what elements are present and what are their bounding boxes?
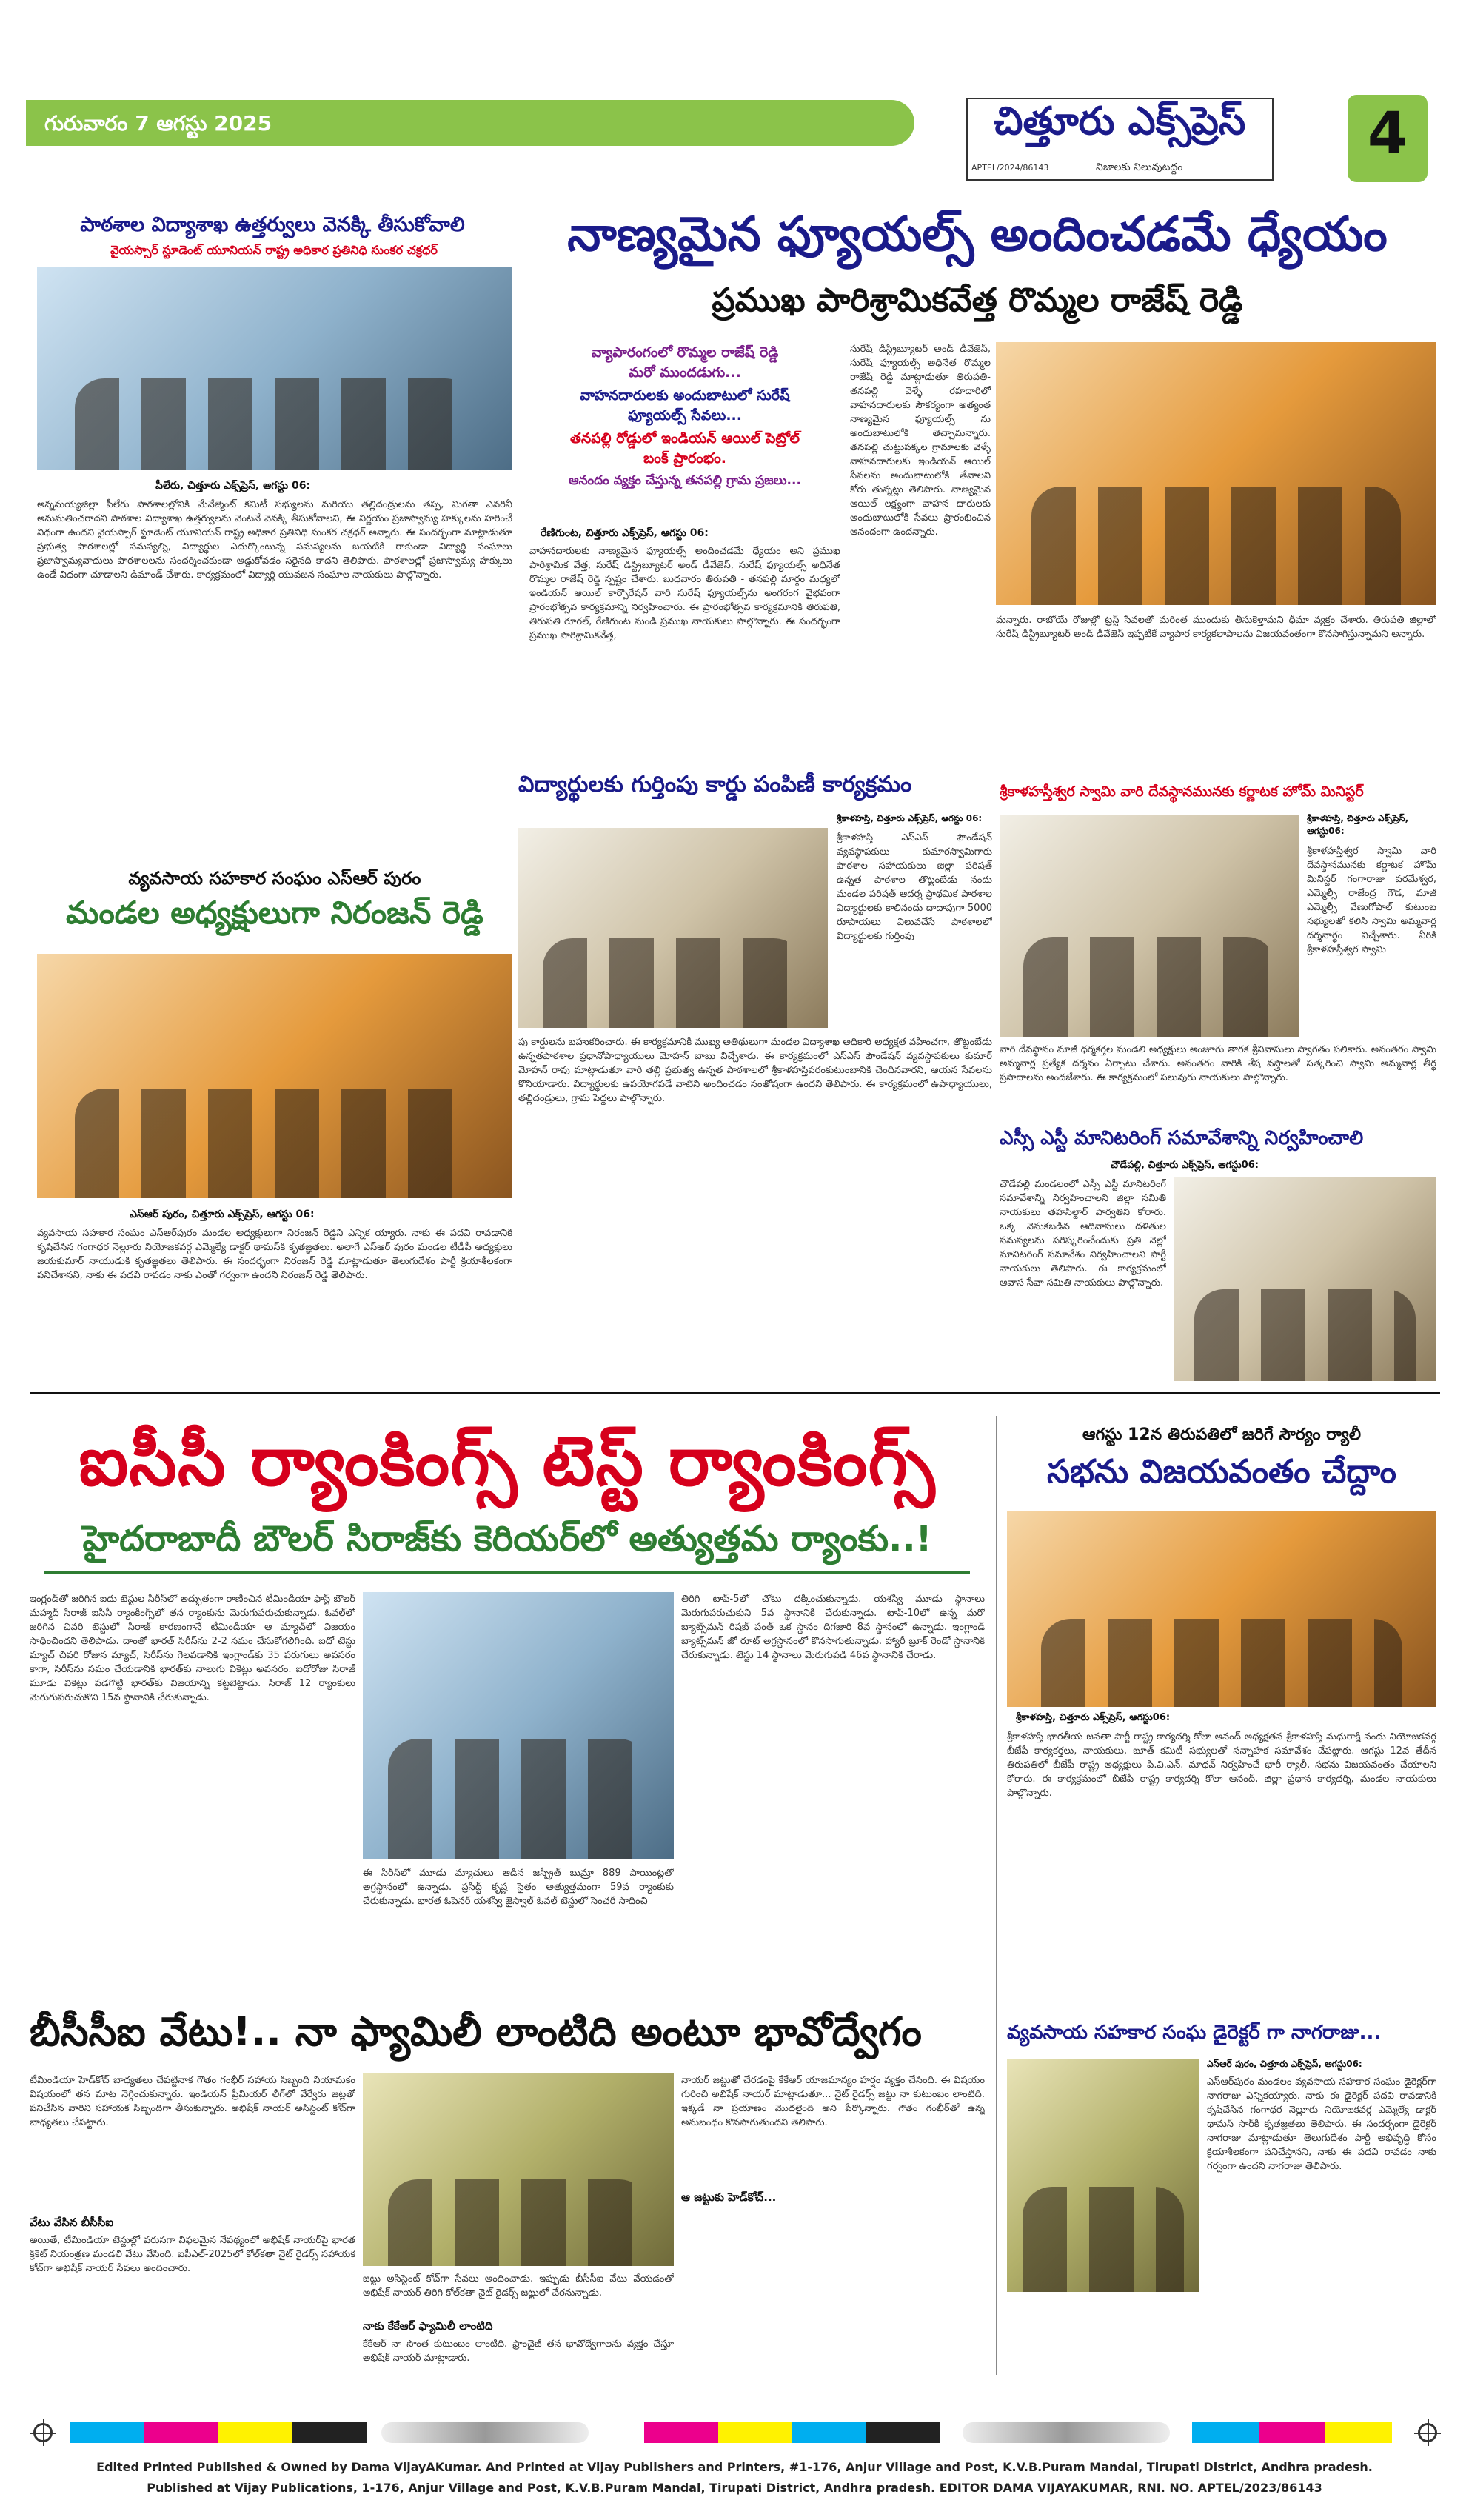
coop-dateline: ఎస్ఆర్ పురం, చిత్తూరు ఎక్స్‌ప్రెస్, ఆగస్టు 06: [130,1209,315,1220]
bcci-body-3: జట్టు అసిస్టెంట్ కోచ్‌గా సేవలు అందించాడు. ఇప్పుడు బీసీసీఐ వేటు వేయడంతో అభిషేక్ నాయర్ తిరిగి కోల్‌కతా నైట్ రైడర్స్ జట్టులో చేరనున్నాడు. [363,2273,674,2299]
school-photo [37,267,512,470]
lead-kicker-6: బంక్ ప్రారంభం. [643,450,726,467]
bcci-headline: బీసీసీఐ వేటు!.. నా ఫ్యామిలీ లాంటిది అంటూ భావోద్వేగం [30,2008,922,2055]
registration-mark-left [33,2423,53,2442]
school-subhead: వైయస్సార్ స్టూడెంట్ యూనియన్ రాష్ట్ర అధికార ప్రతినిధి సుంకర చక్రధర్ [110,243,438,257]
lead-kicker-3: వాహనదారులకు అందుబాటులో సురేష్ [580,387,790,404]
color-swatch-cyan [70,2422,144,2443]
petrol-bunk-photo [996,342,1436,605]
school-dateline: పీలేరు, చిత్తూరు ఎక్స్‌ప్రెస్, ఆగస్టు 06: [155,480,311,492]
cricket-body-2: ఈ సిరీస్‌లో మూడు మ్యాచులు ఆడిన జస్ప్రీత్ బుమ్రా 889 పాయింట్లతో అగ్రస్థానంలో ఉన్నాడు. ప్రసిద్ధ్ కృష్ణ సైతం అత్యుత్తమంగా 59వ ర్యాంకుకు చేరుకున్నాడు. భారత ఓపెనర్ యశస్వి జైస్వాల్ ఓవల్ టెస్టులో సెంచరీ సాధించి [363,1868,674,1907]
registration-mark-right [1418,2423,1437,2442]
rally-photo [1007,1511,1436,1707]
cricket-body-1: ఇంగ్లండ్‌తో జరిగిన ఐదు టెస్టుల సిరీస్‌లో అద్భుతంగా రాణించిన టీమిండియా ఫాస్ట్ బౌలర్ మహ్మద్ సిరాజ్ ఐసీసీ ర్యాంకింగ్స్‌లో తన ర్యాంకును మెరుగుపరుచుకున్నాడు. ఓవల్‌లో జరిగిన చివరి టెస్టులో సిరాజ్ కారణంగానే టీమిండియా ఆ మ్యాచ్‌లో విజయం సాధించిందని తెలిపాడు. దాంతో భారత్ సిరీస్‌ను 2-2 సమం చేసుకోగలిగింది. ఐదో టెస్టు మ్యాచ్ చివరి రోజున మ్యాచ్, సిరీస్‌ను గెలవడానికి ఇంగ్లాండ్‌కు 35 పరుగులు అవసరం కాగా, సిరీస్‌ను సమం చేయడానికి భారత్‌కు నాలుగు వికెట్లు అవసరం. ఐదోరోజు సిరాజ్ మూడు వికెట్లు పడగొట్టి భారత్‌కు విజయాన్ని కట్టబెట్టాడు. సిరాజ్ 12 ర్యాంకులు మెరుగుపరుచుకొని 15వ స్థానానికి చేరుకున్నాడు. [30,1594,355,1703]
bcci-body-5: నాయర్ జట్టుతో చేరడంపై కేకేఆర్ యాజమాన్యం హర్షం వ్యక్తం చేసింది. ఈ విషయం గురించి అభిషేక్ నాయర్ మాట్లాడుతూ... నైట్ రైడర్స్ జట్టు నా కుటుంబం లాంటిది. ఇక్కడే నా ప్రయాణం మొదలైంది అని పేర్కొన్నారు. గౌతం గంభీర్‌తో ఉన్న అనుబంధం కొనసాగుతుందని తెలిపారు. [681,2075,985,2128]
lead-headline: నాణ్యమైన ఫ్యూయల్స్ అందించడమే ధ్యేయం [567,207,1388,262]
color-swatch-cyan-3 [1192,2422,1259,2443]
scst-headline: ఎస్సీ ఎస్టీ మానిటరింగ్ సమావేశాన్ని నిర్వహించాలి [1000,1127,1364,1149]
lead-subhead: ప్రముఖ పారిశ్రామికవేత్త రొమ్మల రాజేష్ రెడ్డి [712,281,1243,319]
bcci-kicker-2: నాకు కేకేఆర్ ఫ్యామిలీ లాంటిది [363,2319,493,2333]
siraj-photo [363,1592,674,1859]
director-headline: వ్యవసాయ సహకార సంఘ డైరెక్టర్ గా నాగరాజు... [1007,2022,1382,2044]
school-body: అన్నమయ్యజిల్లా పీలేరు పాఠశాలల్లోనికి మేనేజ్మెంట్ కమిటీ సభ్యులను మరియు తల్లిదండ్రులను తప్ప, మిగతా ఎవరినీ అనుమతించరాదని పాఠశాల విద్యాశాఖ ఉత్తర్వులను వెంటనే వెనక్కి తీసుకోవాలని, ఈ నిర్ణయం ప్రజాస్వామ్య హక్కులను హరించే విధంగా ఉందని వైయస్సార్ స్టూడెంట్ యూనియన్ రాష్ట్ర అధికార ప్రతినిధి సుంకర చక్రధర్ అన్నారు. ఈ సందర్భంగా మాట్లాడుతూ ప్రభుత్వ పాఠశాలల్లో సమస్యల్ని, విద్యార్థుల ఎదుర్కొంటున్న సమస్యలను బయటికి రాకుండా విద్యార్థి సంఘాలు ప్రజాస్వామ్యవాదులు పాఠశాలలను సందర్శించకుండా అడ్డుకోవడం సరైనది కాదని తెలిపారు. పాఠశాలల్లో ప్రజాస్వామ్య హక్కులు ఉండే విధంగా చూడాలని డిమాండ్ చేశారు. కార్యక్రమంలో విద్యార్థి యువజన సంఘాల నాయకులు పాల్గొన్నారు. [37,499,512,581]
color-swatch-magenta-2 [644,2422,718,2443]
coop-headline: మండల అధ్యక్షులుగా నిరంజన్ రెడ్డి [66,895,483,931]
color-swatch-cyan-2 [792,2422,866,2443]
rally-kicker: ఆగస్టు 12న తిరుపతిలో జరిగే సౌర్యం ర్యాలీ [1082,1426,1362,1444]
scst-body: చౌడేపల్లి మండలంలో ఎస్సీ ఎస్టీ మానిటరింగ్ సమావేశాన్ని నిర్వహించాలని జిల్లా సమితి నాయకులు తహసిల్దార్ పార్వతిని కోరారు. ఒక్క వెనుకబడిన ఆదివాసులు దళితుల సమస్యలను పరిష్కరించేందుకు ప్రతి నెల్లో మానిటరింగ్ సమావేశం నిర్వహించాలని పార్టీ నాయకులు తెలిపారు. ఈ కార్యక్రమంలో ఆవాస సేవా సమితి నాయకులు పాల్గొన్నారు. [1000,1179,1166,1289]
karthika-dateline: శ్రీకాళహస్తి, చిత్తూరు ఎక్స్‌ప్రెస్, ఆగస్టు06: [1307,813,1409,836]
footer-imprint-1: Edited Printed Published & Owned by Dama VijayAKumar. And Printed at Vijay Publishers and Printers, #1-176, Anjur Village and Post, K.V.B.Puram Mandal, Tirupati District, Andhra pradesh. [96,2460,1373,2474]
gambhir-nayar-photo [363,2073,674,2266]
color-swatch-grey-2 [963,2422,1170,2443]
idcard-body-2: పు కార్డులను బహుకరించారు. ఈ కార్యక్రమానికి ముఖ్య అతిథులుగా మండల విద్యాశాఖ అధికారి అధ్యక్షత వహించగా, తొట్టంబేడు ఉన్నతపాఠశాల ప్రధానోపాధ్యాయులు మోహన్ బాబు విచ్చేశారు. ఈ కార్యక్రమంలో ఎస్ఎస్ ఫౌండేషన్ వ్యవస్థాపకులు కుమార్ మోహన్ రావు మాట్లాడుతూ వారి తల్లి ప్రభుత్వ ఉన్నత పాఠశాలలో శ్రీకాళహస్తిపరంకుటుంబానికి చెందినవారని, ఆయన సేవలను కొనియాడారు. విద్యార్థులకు ఉపయోగపడే వాటిని అందించడం సంతోషంగా ఉందని తెలిపారు. ఈ కార్యక్రమంలో ఉపాధ్యాయులు, తల్లిదండ్రులు, గ్రామ పెద్దలు పాల్గొన్నారు. [518,1037,992,1104]
idcard-headline: విద్యార్థులకు గుర్తింపు కార్డు పంపిణీ కార్యక్రమం [518,772,912,798]
rally-dateline: శ్రీకాళహస్తి, చిత్తూరు ఎక్స్‌ప్రెస్, ఆగస్టు06: [1016,1712,1171,1723]
color-swatch-yellow [218,2422,292,2443]
bcci-kicker: వేటు వేసిన బీసీసీఐ [30,2216,114,2229]
color-swatch-magenta [144,2422,218,2443]
bcci-body-1: టీమిండియా హెడ్‌కోచ్ బాధ్యతలు చేపట్టినాక గౌతం గంభీర్ సహాయ సిబ్బంది నియామకం విషయంలో తన మాట నెగ్గించుకున్నారు. ఇండియన్ ప్రీమియర్ లీగ్‌లో వేర్వేరు జట్లతో పనిచేసిన వారిని సహాయక సిబ్బందిగా తీసుకున్నారు. అభిషేక్ నాయర్ అసిస్టెంట్ కోచ్‌గా బాధ్యతలు చేపట్టారు. [30,2075,355,2128]
footer-imprint-2: Published at Vijay Publications, 1-176, Anjur Village and Post, K.V.B.Puram Mandal, Tirupati District, Andhra pradesh. EDITOR DAMA VIJAYAKUMAR, RNI. NO. APTEL/2023/86143 [147,2481,1322,2495]
bcci-body-2: అయితే, టీమిండియా టెస్టుల్లో వరుసగా విఫలమైన నేపథ్యంలో అభిషేక్ నాయర్‌పై భారత క్రికెట్ నియంత్రణ మండలి వేటు వేసింది. ఐపీఎల్-2025లో కోల్‌కతా నైట్ రైడర్స్ సహాయక కోచ్‌గా అభిషేక్ నాయర్ సేవలు అందించారు. [30,2235,355,2274]
section-divider [30,1392,1440,1394]
rally-body: శ్రీకాళహస్తి భారతీయ జనతా పార్టీ రాష్ట్ర కార్యదర్శి కోలా ఆనంద్ అధ్యక్షతన శ్రీకాళహస్తి మధురాక్షి నందు నియోజకవర్గ బీజేపీ కార్యకర్తలు, నాయకులు, బూత్ కమిటీ సభ్యులతో సన్నాహక సమావేశం చేపట్టారు. ఆగస్టు 12వ తేదీన తిరుపతిలో బీజేపీ రాష్ట్ర అధ్యక్షులు పి.వి.ఎన్. మాధవ్ నిర్వహించే భారీ ర్యాలీ, సభను విజయవంతం చేయాలని కోరారు. ఈ కార్యక్రమంలో బీజేపీ రాష్ట్ర కార్యదర్శి కోలా ఆనంద్, జిల్లా ప్రధాన కార్యదర్శి, మండల నాయకులు పాల్గొన్నారు. [1007,1731,1436,1799]
color-swatch-grey-1 [381,2422,589,2443]
lead-body-1: వాహనదారులకు నాణ్యమైన ఫ్యూయల్స్ అందించడమే ధ్యేయం అని ప్రముఖ పారిశ్రామిక వేత్త, సురేష్ డిస్ట్రిబ్యూటర్ అండ్ డీవేజెస్, సురేష్ ఫ్యూయల్స్ అధినేత రొమ్మల రాజేష్ రెడ్డి స్పష్టం చేశారు. బుధవారం తిరుపతి - తనపల్లి మార్గం మధ్యలో ఇండియన్ ఆయిల్ కార్పొరేషన్ వారి సురేష్ ఫ్యూయల్స్‌ను అంగరంగ వైభవంగా ప్రారంభోత్సవ కార్యక్రమాన్ని నిర్వహించారు. ఈ ప్రారంభోత్సవ కార్యక్రమానికి తిరుపతి, తిరుపతి రూరల్, రేణిగుంట నుండి ప్రముఖ నాయకులు పాల్గొన్నారు. ఈ సందర్భంగా ప్రముఖ పారిశ్రామికవేత్త, [529,546,840,641]
idcard-body-1: శ్రీకాళహస్తి ఎస్ఎస్ ఫౌండేషన్ వ్యవస్థాపకులు కుమారస్వామిగారు పాఠశాల సహాయకులు జిల్లా పరిషత్ ఉన్నత పాఠశాల తొట్టంబేడు నందు మండల పరిషత్ ఆదర్శ ప్రాథమిక పాఠశాల విద్యార్థులకు కాలినందు దాదాపుగా 5000 రూపాయలు విలువచేసే పాఠశాలలో విద్యార్థులకు గుర్తింపు [837,832,992,942]
niranjan-photo [37,954,512,1198]
lead-dateline: రేణిగుంట, చిత్తూరు ఎక్స్‌ప్రెస్, ఆగస్టు 06: [541,527,709,539]
lead-kicker-7: ఆనందం వ్యక్తం చేస్తున్న తనపల్లి గ్రామ ప్రజలు... [569,473,801,488]
masthead-tagline: నిజాలకు నిలువుటద్దం [1096,161,1183,173]
karthika-headline: శ్రీకాళహస్తీశ్వర స్వామి వారి దేవస్థానమునకు కర్ణాటక హోమ్ మినిస్టర్ [1000,783,1364,800]
cricket-headline: ఐసీసీ ర్యాంకింగ్స్ టెస్ట్ ర్యాంకింగ్స్ [78,1422,936,1501]
karthika-body-1: శ్రీకాళహస్తీశ్వర స్వామి వారి దేవస్థానమునకు కర్ణాటక హోమ్ మినిస్టర్ గంగారాజు పరమేశ్వర, ఎమ్మెల్సీ రాజేంద్ర గౌడ, మాజీ ఎమ్మెల్సీ వేణుగోపాల్ కుటుంబ సభ్యులతో కలిసి స్వామి అమ్మవార్ల దర్శనార్థం విచ్చేశారు. వీరికి శ్రీకాళహస్తీశ్వర స్వామి [1307,846,1436,955]
school-headline: పాఠశాల విద్యాశాఖ ఉత్తర్వులు వెనక్కి తీసుకోవాలి [80,213,465,236]
cricket-subhead-underline [44,1571,970,1574]
color-swatch-yellow-3 [1325,2422,1392,2443]
color-swatch-black-2 [866,2422,940,2443]
idcard-dateline: శ్రీకాళహస్తి, చిత్తూరు ఎక్స్‌ప్రెస్, ఆగస్టు 06: [837,813,983,823]
issue-date: గురువారం 7 ఆగస్టు 2025 [44,111,272,136]
color-swatch-yellow-2 [718,2422,792,2443]
scst-dateline: చౌడేపల్లి, చిత్తూరు ఎక్స్‌ప్రెస్, ఆగస్టు06: [1111,1160,1259,1171]
rally-headline: సభను విజయవంతం చేద్దాం [1047,1453,1396,1491]
lead-kicker-1: వ్యాపారంగంలో రొమ్మల రాజేష్ రెడ్డి [591,344,779,361]
coop-body: వ్యవసాయ సహకార సంఘం ఎస్ఆర్‌పురం మండల అధ్యక్షులుగా నిరంజన్ రెడ్డిని ఎన్నిక య్యారు. నాకు ఈ పదవి రావడానికి కృషిచేసిన గంగాధర నెల్లూరు నియోజకవర్గ ఎమ్మెల్యే డాక్టర్ థామస్‌కి కృతజ్ఞతలు. అలాగే ఎస్ఆర్ పురం మండల టీడీపీ అధ్యక్షులు జయకుమార్ నాయుడుకి కృతజ్ఞతలు తెలిపారు. ఈ సందర్భంగా నిరంజన్ రెడ్డి మాట్లాడుతూ తెలుగుదేశం పార్టీ క్రియాశీలకంగా పనిచేశానని, నాకు ఈ పదవి రావడం నాకు ఎంతో గర్వంగా ఉందని నిరంజన్ రెడ్డి తెలిపారు. [37,1228,512,1281]
color-swatch-magenta-3 [1259,2422,1325,2443]
coop-kicker: వ్యవసాయ సహకార సంఘం ఎస్ఆర్ పురం [128,868,421,889]
bcci-body-4: కేకేఆర్ నా సొంత కుటుంబం లాంటిది. ఫ్రాంచైజీ తన భావోద్వేగాలను వ్యక్తం చేస్తూ అభిషేక్ నాయర్ మాట్లాడారు. [363,2339,674,2364]
karthika-body-2: వారి దేవస్థానం మాజీ ధర్మకర్తల మండలి అధ్యక్షులు అంజూరు తారక శ్రీనివాసులు స్వాగతం పలికారు. అనంతరం స్వామి అమ్మవార్ల ప్రత్యేక దర్శనం ఏర్పాటు చేశారు. అనంతరం వారికి శేష వస్త్రాలతో సత్కరించి స్వామి అమ్మవార్ల తీర్థ ప్రసాదాలను అందజేశారు. ఈ కార్యక్రమంలో పలువురు నాయకులు పాల్గొన్నారు. [1000,1044,1436,1083]
nagaraju-photo [1007,2059,1199,2292]
cricket-subhead: హైదరాబాదీ బౌలర్ సిరాజ్‌కు కెరియర్‌లో అత్యుత్తమ ర్యాంకు..! [82,1518,932,1560]
cricket-body-3: తిరిగి టాప్-5లో చోటు దక్కించుకున్నాడు. యశస్వి మూడు స్థానాలు మెరుగుపరుచుకుని 5వ స్థానానికి చేరుకున్నాడు. టాప్-10లో ఉన్న మరో బ్యాట్స్‌మన్ రిషబ్ పంత్ ఒక స్థానం దిగజారి 8వ స్థానంలో ఉన్నాడు. ఇంగ్లాండ్ బ్యాట్స్‌మన్ జో రూట్ అగ్రస్థానంలో కొనసాగుతున్నాడు. హ్యారీ బ్రూక్ రెండో స్థానానికి చేరుకున్నాడు. టెస్టు 14 స్థానాలు మెరుగుపడి 46వ స్థానానికి చేరాడు. [681,1594,985,1661]
page-number: 4 [1367,101,1408,167]
scst-photo [1174,1177,1436,1381]
bcci-kicker-3: ఆ జట్టుకు హెడ్‌కోచ్... [681,2190,777,2204]
color-swatch-black [292,2422,367,2443]
lead-body-2: సురేష్ డిస్ట్రిబ్యూటర్ అండ్ డీవేజెస్, సురేష్ ఫ్యూయల్స్ అధినేత రొమ్మల రాజేష్ రెడ్డి మాట్లాడుతూ తిరుపతి-తనపల్లి వెళ్ళే రహదారిలో వాహనదారులకు సౌకర్యంగా అత్యంత నాణ్యమైన ఫ్యూయల్స్ ను అందుబాటులోకి తెచ్చామన్నారు. తనపల్లి చుట్టుపక్కల గ్రామాలకు వెళ్ళే వాహనదారులకు ఇండియన్ ఆయిల్ సేవలను అందుబాటులోకి తేవాలని కోరు తున్నట్లు తెలిపారు. నాణ్యమైన ఆయిల్ లక్ష్యంగా వాహన దారులకు అందుబాటులోకి సేవలు ప్రారంభించిన ఆనందంగా ఉందన్నారు. [850,344,991,538]
lead-body-3: మన్నారు. రాబోయే రోజుల్లో ట్రస్ట్ సేవలతో మరింత ముందుకు తీసుకెళ్తామని ధీమా వ్యక్తం చేశారు. తిరుపతి జిల్లాలో సురేష్ డిస్ట్రిబ్యూటర్ అండ్ డీవేజెస్ ఇప్పటికే వ్యాపార కార్యకలాపాలను విజయవంతంగా కొనసాగిస్తున్నామని అన్నారు. [996,615,1436,640]
director-dateline: ఎస్ఆర్ పురం, చిత్తూరు ఎక్స్‌ప్రెస్, ఆగస్టు06: [1207,2059,1362,2069]
idcard-photo [518,828,828,1028]
lead-kicker-5: తనపల్లి రోడ్డులో ఇండియన్ ఆయిల్ పెట్రోల్ [570,430,800,447]
director-body: ఎస్ఆర్‌పురం మండలం వ్యవసాయ సహకార సంఘం డైరెక్టర్‌గా నాగరాజు ఎన్నికయ్యారు. నాకు ఈ డైరెక్టర్ పదవి రావడానికి కృషిచేసిన గంగాధర నెల్లూరు నియోజకవర్గ ఎమ్మెల్యే డాక్టర్ థామస్ సార్‌కి కృతజ్ఞతలు తెలిపారు. ఈ సందర్భంగా డైరెక్టర్ నాగరాజు మాట్లాడుతూ తెలుగుదేశం పార్టీ అభివృద్ధి కోసం క్రియాశీలకంగా పనిచేస్తానని, నాకు ఈ పదవి రావడం నాకు గర్వంగా ఉందని నాగరాజు తెలిపారు. [1207,2076,1436,2172]
lead-kicker-block [529,344,840,491]
temple-photo [1000,815,1299,1037]
masthead-logo-sub: APTEL/2024/86143 [971,163,1049,173]
lead-kicker-4: ఫ్యూయల్స్ సేవలు... [628,407,742,424]
masthead-logo: చిత్తూరు ఎక్స్‌ప్రెస్ [993,99,1246,144]
lead-kicker-2: మరో ముందడుగు... [629,364,741,381]
